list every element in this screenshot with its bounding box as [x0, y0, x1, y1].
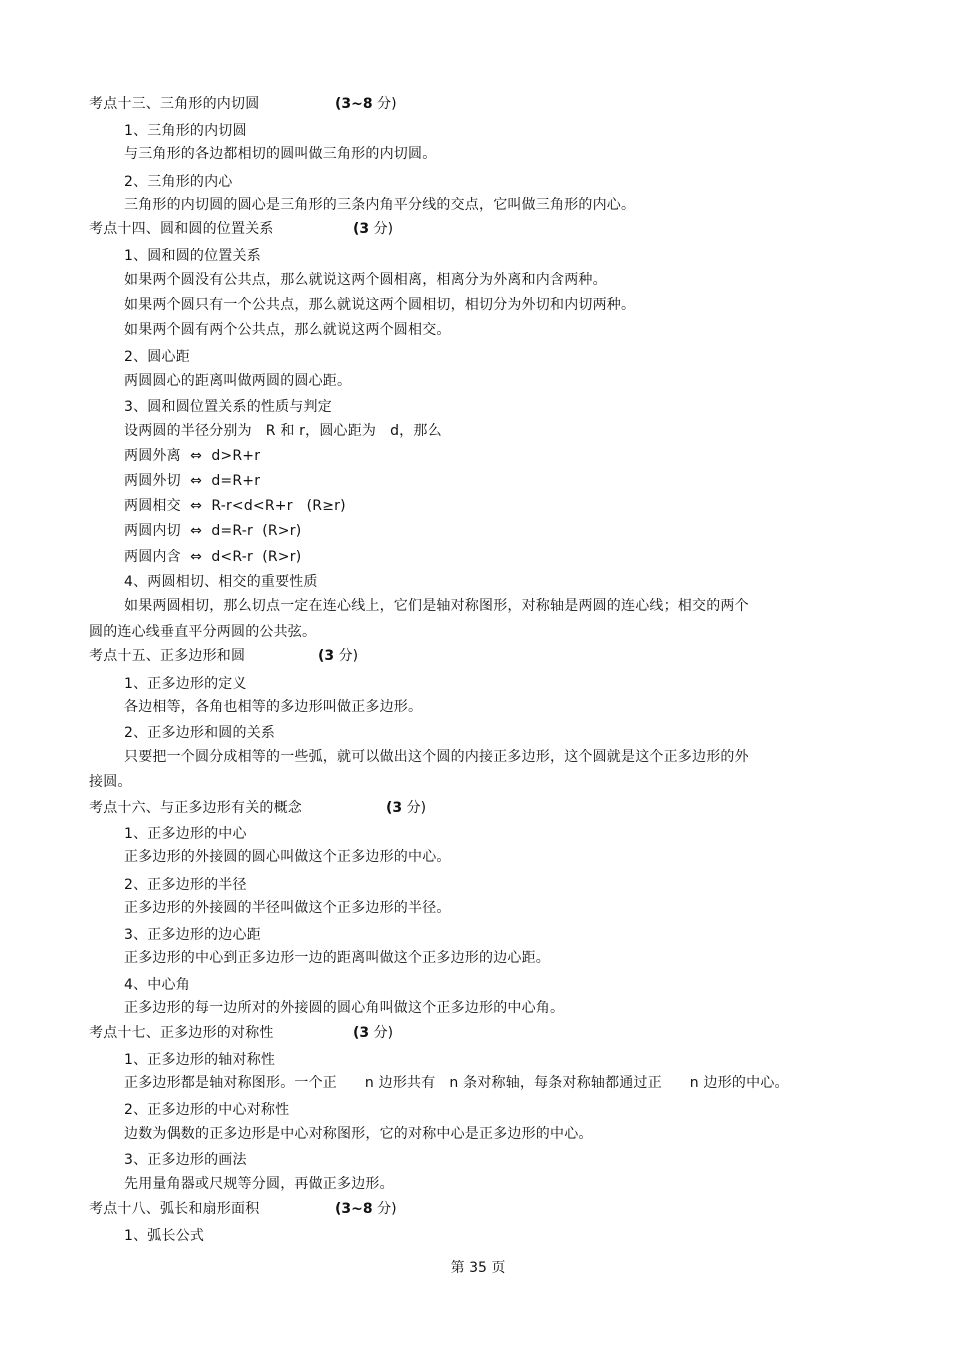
relation-line: 两圆内切 ⇔ d=R-r (R>r): [124, 523, 302, 539]
points-unit: 分): [369, 1025, 394, 1041]
points-value: (3: [353, 1025, 370, 1041]
relation-line: 两圆相交 ⇔ R-r<d<R+r (R≥r): [124, 498, 346, 514]
section-heading: 考点十三、三角形的内切圆: [89, 96, 260, 112]
paragraph: 与三角形的各边都相切的圆叫做三角形的内切圆。: [124, 146, 437, 162]
paragraph: 正多边形的外接圆的圆心叫做这个正多边形的中心。: [124, 849, 451, 865]
relation-line: 两圆外切 ⇔ d=R+r: [124, 473, 261, 489]
subsection-heading: 2、正多边形的中心对称性: [124, 1102, 290, 1118]
section-heading: 考点十七、正多边形的对称性: [89, 1025, 274, 1041]
points-unit: 分): [372, 96, 397, 112]
section-points: [335, 1200, 397, 1218]
subsection-heading: 3、正多边形的画法: [124, 1152, 247, 1168]
subsection-heading: 1、三角形的内切圆: [124, 123, 247, 139]
section-heading: 考点十五、正多边形和圆: [89, 648, 246, 664]
section-points: [353, 1024, 393, 1042]
subsection-heading: 2、正多边形和圆的关系: [124, 725, 276, 741]
subsection-heading: 4、中心角: [124, 977, 190, 993]
paragraph: 如果两圆相切，那么切点一定在连心线上，它们是轴对称图形，对称轴是两圆的连心线；相交的两个: [124, 598, 749, 614]
paragraph: 先用量角器或尺规等分圆，再做正多边形。: [124, 1176, 394, 1192]
subsection-heading: 2、圆心距: [124, 349, 190, 365]
section-points: [318, 647, 358, 665]
points-value: (3~8: [335, 96, 373, 112]
paragraph: 正多边形的每一边所对的外接圆的圆心角叫做这个正多边形的中心角。: [124, 1000, 565, 1016]
paragraph: 设两圆的半径分别为 R 和 r，圆心距为 d，那么: [124, 423, 442, 439]
paragraph-continuation: 接圆。: [89, 774, 132, 790]
points-value: (3: [353, 221, 370, 237]
subsection-heading: 2、三角形的内心: [124, 174, 233, 190]
subsection-heading: 1、圆和圆的位置关系: [124, 248, 261, 264]
section-heading: 考点十六、与正多边形有关的概念: [89, 800, 302, 816]
section-heading: 考点十四、圆和圆的位置关系: [89, 221, 274, 237]
paragraph: 如果两个圆有两个公共点，那么就说这两个圆相交。: [124, 322, 451, 338]
paragraph: 各边相等，各角也相等的多边形叫做正多边形。: [124, 699, 423, 715]
points-value: (3~8: [335, 1201, 373, 1217]
paragraph: 三角形的内切圆的圆心是三角形的三条内角平分线的交点，它叫做三角形的内心。: [124, 197, 636, 213]
paragraph: 边数为偶数的正多边形是中心对称图形，它的对称中心是正多边形的中心。: [124, 1126, 593, 1142]
paragraph-continuation: 圆的连心线垂直平分两圆的公共弦。: [89, 624, 317, 640]
relation-line: 两圆外离 ⇔ d>R+r: [124, 448, 261, 464]
section-points: [353, 220, 393, 238]
paragraph: 正多边形的中心到正多边形一边的距离叫做这个正多边形的边心距。: [124, 950, 550, 966]
section-heading: 考点十八、弧长和扇形面积: [89, 1201, 260, 1217]
points-value: (3: [386, 800, 403, 816]
subsection-heading: 4、两圆相切、相交的重要性质: [124, 574, 318, 590]
subsection-heading: 1、正多边形的定义: [124, 676, 247, 692]
relation-line: 两圆内含 ⇔ d<R-r (R>r): [124, 549, 302, 565]
points-unit: 分): [334, 648, 359, 664]
section-points: [335, 95, 397, 113]
subsection-heading: 1、弧长公式: [124, 1228, 205, 1244]
points-unit: 分): [372, 1201, 397, 1217]
subsection-heading: 3、正多边形的边心距: [124, 927, 261, 943]
subsection-heading: 1、正多边形的中心: [124, 826, 247, 842]
paragraph: 正多边形都是轴对称图形。一个正 n 边形共有 n 条对称轴，每条对称轴都通过正 n 边形的中心。: [124, 1075, 789, 1091]
paragraph: 正多边形的外接圆的半径叫做这个正多边形的半径。: [124, 900, 451, 916]
page-number: 第 35 页: [450, 1260, 506, 1276]
subsection-heading: 1、正多边形的轴对称性: [124, 1052, 276, 1068]
points-value: (3: [318, 648, 335, 664]
paragraph: 只要把一个圆分成相等的一些弧，就可以做出这个圆的内接正多边形，这个圆就是这个正多边形的外: [124, 749, 749, 765]
paragraph: 如果两个圆没有公共点，那么就说这两个圆相离，相离分为外离和内含两种。: [124, 272, 607, 288]
points-unit: 分): [369, 221, 394, 237]
subsection-heading: 3、圆和圆位置关系的性质与判定: [124, 399, 332, 415]
section-points: [386, 799, 426, 817]
points-unit: 分): [402, 800, 427, 816]
paragraph: 如果两个圆只有一个公共点，那么就说这两个圆相切，相切分为外切和内切两种。: [124, 297, 636, 313]
subsection-heading: 2、正多边形的半径: [124, 877, 247, 893]
paragraph: 两圆圆心的距离叫做两圆的圆心距。: [124, 373, 352, 389]
